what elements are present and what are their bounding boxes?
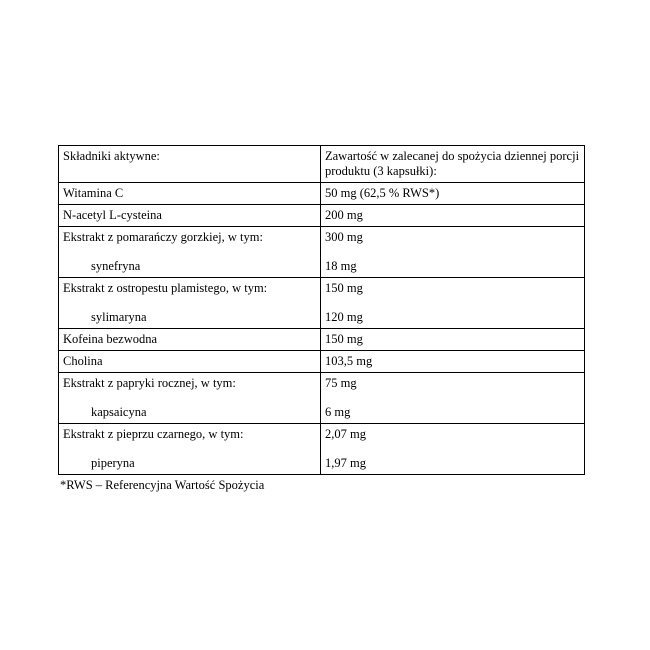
value-cell: 150 mg	[321, 329, 585, 351]
table-row	[59, 278, 585, 329]
document	[58, 145, 584, 493]
ingredient-cell	[59, 227, 321, 278]
value-cell: 50 mg (62,5 % RWS*)	[321, 183, 585, 205]
ingredient-cell	[59, 278, 321, 329]
header-ingredient: Składniki aktywne:	[59, 146, 321, 183]
sub-ingredient-value: 6 mg	[325, 405, 351, 419]
value-cell	[321, 424, 585, 475]
value-cell	[321, 227, 585, 278]
table-row	[59, 351, 585, 373]
nutrition-table	[58, 145, 585, 475]
ingredient-name: Ekstrakt z pomarańczy gorzkiej, w tym:	[63, 230, 263, 244]
ingredient-cell: Witamina C	[59, 183, 321, 205]
table-row	[59, 205, 585, 227]
ingredient-value: 300 mg	[325, 230, 363, 244]
table-row	[59, 329, 585, 351]
sub-ingredient-name: synefryna	[91, 259, 141, 273]
ingredient-name: Ekstrakt z papryki rocznej, w tym:	[63, 376, 236, 390]
ingredient-value: 150 mg	[325, 281, 363, 295]
sub-ingredient-name: piperyna	[91, 456, 135, 470]
ingredient-cell	[59, 373, 321, 424]
value-cell	[321, 373, 585, 424]
table-row	[59, 227, 585, 278]
ingredient-name: Ekstrakt z pieprzu czarnego, w tym:	[63, 427, 244, 441]
ingredient-cell: N-acetyl L-cysteina	[59, 205, 321, 227]
ingredient-name: Ekstrakt z ostropestu plamistego, w tym:	[63, 281, 268, 295]
ingredient-value: 75 mg	[325, 376, 357, 390]
ingredient-cell: Cholina	[59, 351, 321, 373]
ingredient-value: 2,07 mg	[325, 427, 366, 441]
sub-ingredient-value: 1,97 mg	[325, 456, 366, 470]
footnote: *RWS – Referencyjna Wartość Spożycia	[60, 478, 265, 492]
table-row	[59, 373, 585, 424]
sub-ingredient-value: 18 mg	[325, 259, 357, 273]
header-content: Zawartość w zalecanej do spożycia dziennej porcji produktu (3 kapsułki):	[321, 146, 585, 183]
value-cell: 200 mg	[321, 205, 585, 227]
value-cell: 103,5 mg	[321, 351, 585, 373]
table-header-row	[59, 146, 585, 183]
sub-ingredient-value: 120 mg	[325, 310, 363, 324]
sub-ingredient-name: kapsaicyna	[91, 405, 147, 419]
table-row	[59, 183, 585, 205]
sub-ingredient-name: sylimaryna	[91, 310, 147, 324]
ingredient-cell	[59, 424, 321, 475]
value-cell	[321, 278, 585, 329]
table-row	[59, 424, 585, 475]
ingredient-cell: Kofeina bezwodna	[59, 329, 321, 351]
